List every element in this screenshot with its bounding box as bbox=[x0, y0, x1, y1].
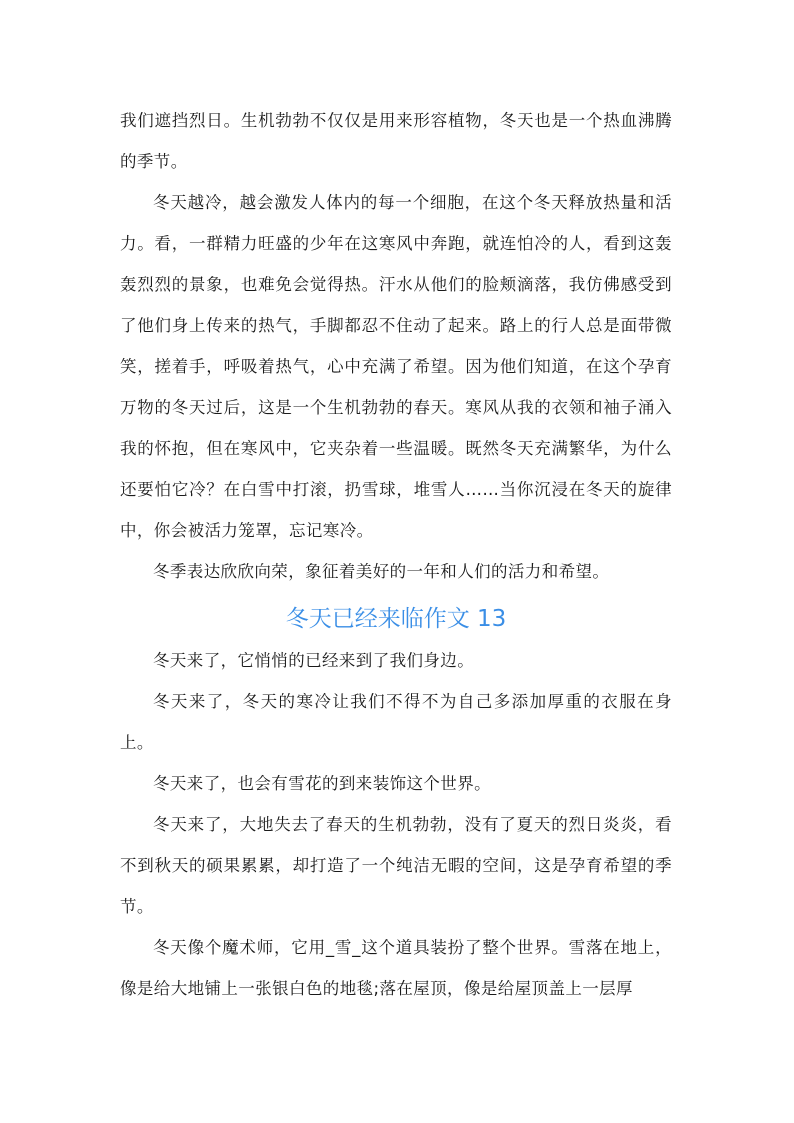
section-heading: 冬天已经来临作文 13 bbox=[285, 606, 507, 632]
paragraph-4: 冬天来了，它悄悄的已经来到了我们身边。 bbox=[153, 651, 475, 670]
paragraph-3: 冬季表达欣欣向荣，象征着美好的一年和人们的活力和希望。 bbox=[153, 562, 610, 581]
paragraph-2: 冬天越冷，越会激发人体内的每一个细胞，在这个冬天释放热量和活力。看，一群精力旺盛的少年在这寒风中奔跑，就连怕冷的人，看到这轰轰烈烈的景象，也难免会觉得热。汗水从他们的脸颊滴落，我仿佛感受到了他们身上传来的热气，手脚都忍不住动了起来。路上的行人总是面带微笑，搓着手，呼吸着热气，心中充满了希望。因为他们知道，在这个孕育万物的冬天过后，这是一个生机勃勃的春天。寒风从我的衣领和袖子涌入我的怀抱，但在寒风中，它夹杂着一些温暖。既然冬天充满繁华，为什么还要怕它冷？在白雪中打滚，扔雪球，堆雪人……当你沉浸在冬天的旋律中，你会被活力笼罩，忘记寒冷。 bbox=[120, 193, 672, 540]
paragraph-8: 冬天像个魔术师，它用_雪_这个道具装扮了整个世界。雪落在地上，像是给大地铺上一张银白色的地毯;落在屋顶，像是给屋顶盖上一层厚 bbox=[120, 938, 672, 998]
paragraph-1: 我们遮挡烈日。生机勃勃不仅仅是用来形容植物，冬天也是一个热血沸腾的季节。 bbox=[120, 111, 672, 171]
paragraph-6: 冬天来了，也会有雪花的到来装饰这个世界。 bbox=[153, 774, 491, 793]
paragraph-5: 冬天来了，冬天的寒冷让我们不得不为自己多添加厚重的衣服在身上。 bbox=[120, 692, 672, 752]
paragraph-7: 冬天来了，大地失去了春天的生机勃勃，没有了夏天的烈日炎炎，看不到秋天的硕果累累，却打造了一个纯洁无暇的空间，这是孕育希望的季节。 bbox=[120, 815, 672, 916]
